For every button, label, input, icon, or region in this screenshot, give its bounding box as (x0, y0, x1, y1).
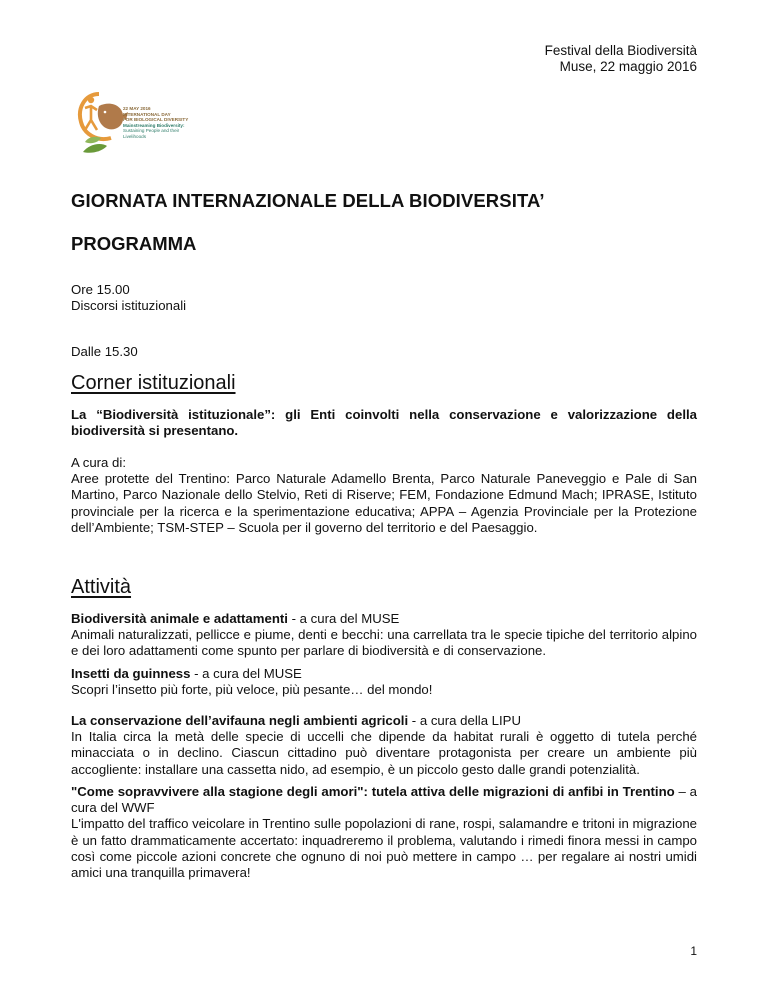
activity-item (71, 784, 697, 881)
section-heading-activities: Attività (71, 576, 132, 598)
document-header (545, 43, 697, 75)
activity-organizer: - a cura del MUSE (287, 611, 400, 626)
schedule-time-2: Dalle 15.30 (71, 344, 138, 359)
schedule-item: Discorsi istituzionali (71, 298, 187, 314)
activity-organizer: - a cura della LIPU (408, 713, 522, 728)
activity-description: L'impatto del traffico veicolare in Trentino sulle popolazioni di rane, rospi, salamandre e tritoni in migrazione è un fatto drammaticamente accertato: inquadreremo il problema, valutando i rimedi finora messi in campo così come piccole azioni concrete che ognuno di noi può mettere in campo … per regalare ai nostri umidi amici una tranquilla primavera! (71, 816, 697, 881)
corner-intro: La “Biodiversità istituzionale”: gli Enti coinvolti nella conservazione e valorizzazione della biodiversità si presentano. (71, 407, 697, 439)
logo-emblem-icon (71, 86, 131, 166)
festival-name: Festival della Biodiversità (544, 43, 697, 58)
activity-organizer: - a cura del MUSE (190, 666, 302, 681)
biodiversity-day-logo (71, 86, 203, 166)
program-title: PROGRAMMA (71, 233, 197, 254)
logo-text: 22 MAY 2016 INTERNATIONAL DAY FOR BIOLOGICAL DIVERSITY Mainstreaming Biodiversity: Sustaining People and their Livelihoods (123, 106, 189, 139)
corner-organizers (71, 455, 697, 536)
activity-organizer: – a cura del WWF (71, 784, 698, 816)
activity-description: Animali naturalizzati, pellicce e piume, denti e becchi: una carrellata tra le specie tipiche del territorio alpino e dei loro adattamenti come spunto per parlare di biodiversità e di conservazione. (71, 627, 697, 659)
activity-item (71, 611, 697, 660)
activity-description: In Italia circa la metà delle specie di uccelli che dipende da habitat rurali è oggetto di tutela perché minacciata o in declino. Ciascun cittadino può diventare protagonista per creare un ambiente più accogliente: installare una cassetta nido, ad esempio, è un piccolo gesto dalle grandi potenzialità. (71, 729, 697, 777)
activity-title: Biodiversità animale e adattamenti (71, 611, 288, 626)
page-number: 1 (690, 944, 697, 958)
activity-title: La conservazione dell’avifauna negli ambienti agricoli (71, 713, 409, 728)
section-heading-corner: Corner istituzionali (71, 372, 236, 394)
organizers-text: Aree protette del Trentino: Parco Naturale Adamello Brenta, Parco Naturale Paneveggio e Pale di San Martino, Parco Nazionale dello Stelvio, Reti di Riserve; FEM, Fondazione Edmund Mach; IPRASE, Istituto provinciale per la ricerca e la sperimentazione educativa; APPA – Agenzia Provinciale per la Protezione dell’Ambiente; TSM-STEP – Scuola per il governo del territorio e del Paesaggio. (71, 471, 697, 535)
activity-title: Insetti da guinness (71, 666, 191, 681)
activity-item (71, 713, 697, 778)
organizers-label: A cura di: (71, 455, 126, 470)
schedule-block-1 (71, 282, 697, 314)
page-title: GIORNATA INTERNAZIONALE DELLA BIODIVERSITA’ (71, 190, 545, 211)
event-place-date: Muse, 22 maggio 2016 (559, 59, 697, 74)
activity-description: Scopri l’insetto più forte, più veloce, più pesante… del mondo! (71, 682, 433, 698)
activity-title: "Come sopravvivere alla stagione degli amori": tutela attiva delle migrazioni di anfibi in Trentino (71, 784, 675, 799)
schedule-time: Ore 15.00 (71, 282, 130, 297)
activity-item (71, 666, 697, 698)
